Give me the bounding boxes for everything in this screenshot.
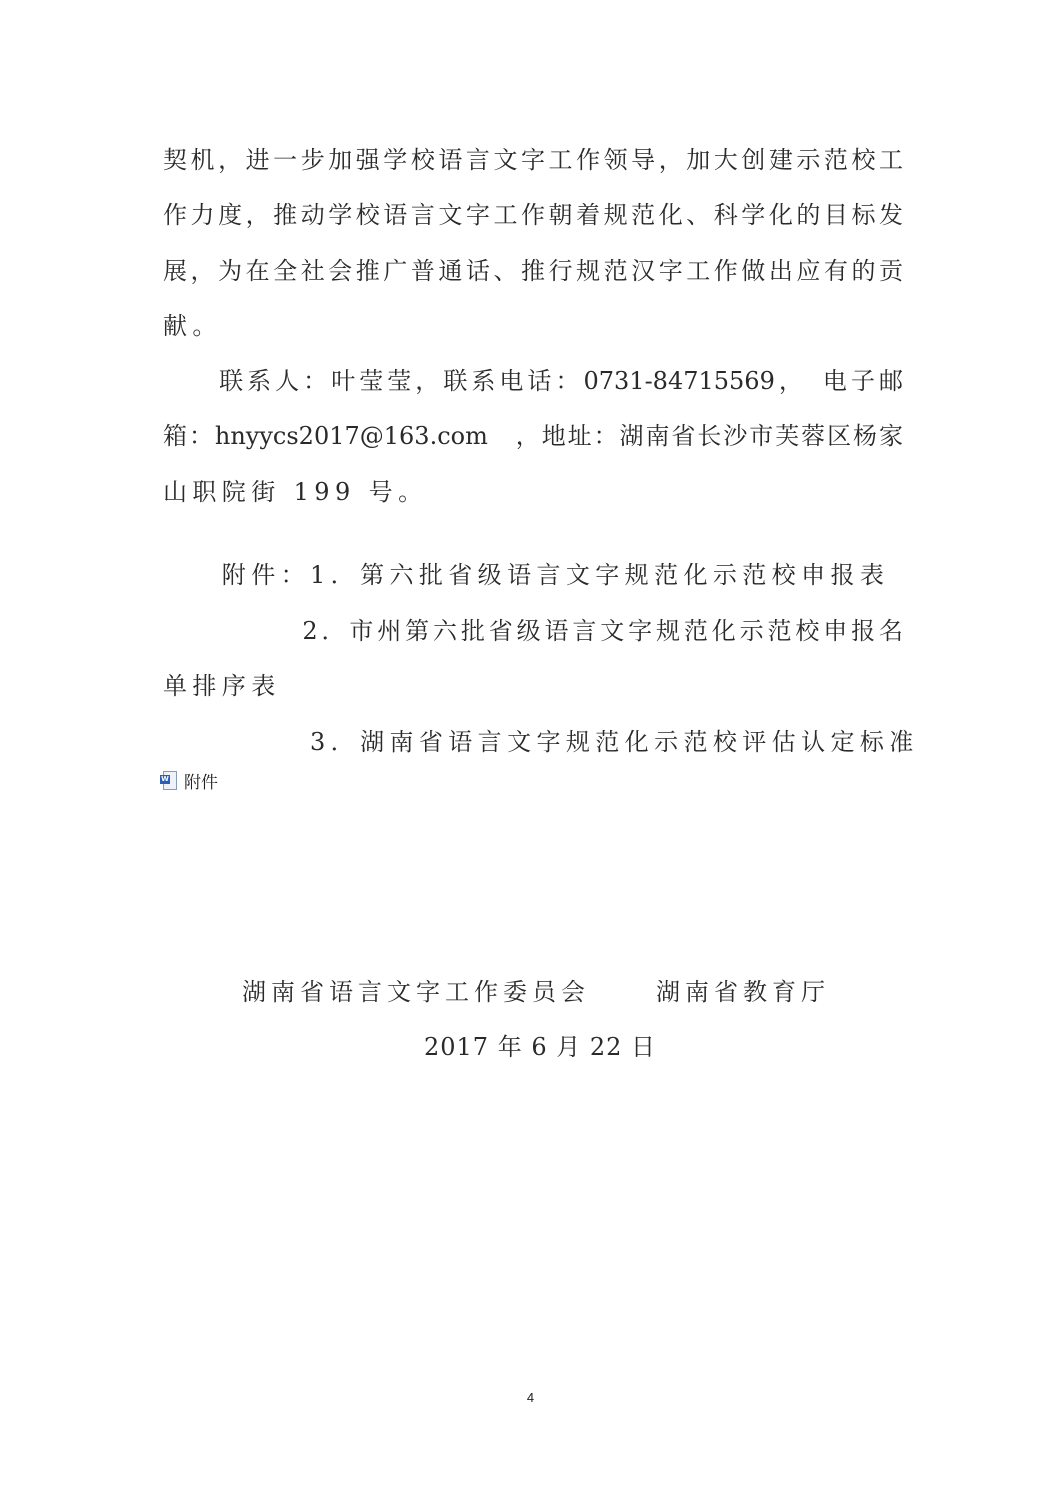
paragraph-line: 契机，进一步加强学校语言文字工作领导，加大创建示范校工 <box>163 146 903 174</box>
word-document-icon: W <box>160 771 176 789</box>
attachment-line: 3．湖南省语言文字规范化示范校评估认定标准 <box>163 728 919 756</box>
attachment-line: 2．市州第六批省级语言文字规范化示范校申报名 <box>163 617 903 645</box>
contact-line: 联系人：叶莹莹，联系电话：0731-84715569， 电子邮 <box>163 367 903 395</box>
attachment-label: 附件 <box>184 772 218 793</box>
paragraph-line: 献。 <box>163 312 222 340</box>
contact-line: 箱：hnyycs2017@163.com ，地址：湖南省长沙市芙蓉区杨家 <box>163 422 903 450</box>
paragraph-line: 展，为在全社会推广普通话、推行规范汉字工作做出应有的贡 <box>163 257 903 285</box>
issuer-education-department: 湖南省教育厅 <box>656 978 830 1006</box>
issuer-language-committee: 湖南省语言文字工作委员会 <box>242 978 590 1006</box>
page-number: 4 <box>526 1390 535 1405</box>
contact-line: 山职院街 199 号。 <box>163 478 428 506</box>
issue-date: 2017 年 6 月 22 日 <box>424 1033 657 1061</box>
attachment-line: 附件：1．第六批省级语言文字规范化示范校申报表 <box>163 561 890 589</box>
attachment-line: 单排序表 <box>163 672 281 700</box>
embedded-attachment[interactable] <box>160 768 218 792</box>
paragraph-line: 作力度，推动学校语言文字工作朝着规范化、科学化的目标发 <box>163 201 903 229</box>
